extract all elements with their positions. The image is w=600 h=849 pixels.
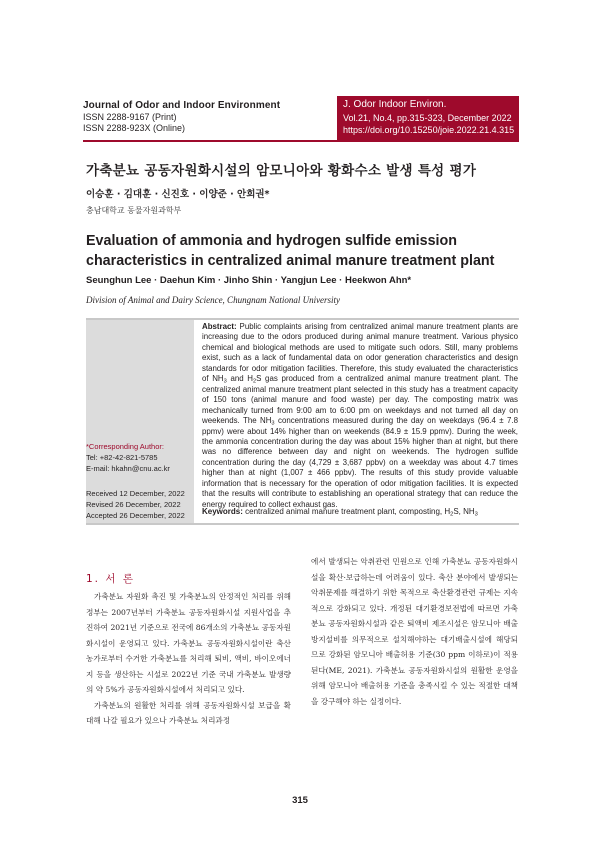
english-authors: Seunghun Lee · Daehun Kim · Jinho Shin · Yangjun Lee · Heekwon Ahn* [86, 275, 412, 286]
korean-authors: 이승훈 · 김대훈 · 신진호 · 이양준 · 안희권* [86, 189, 270, 200]
abstract-bottom-rule [86, 523, 519, 525]
body-column-right [311, 554, 518, 709]
keywords-label: Keywords: [202, 507, 243, 516]
issn-print: ISSN 2288-9167 (Print) [83, 112, 177, 122]
citation-journal: J. Odor Indoor Environ. [343, 99, 447, 110]
keywords-part: S, NH [453, 507, 475, 516]
body-paragraph: 가축분뇨 자원화 촉진 및 가축분뇨의 안정적인 처리를 위해 정부는 2007년부터 가축분뇨 공동자원화시설 지원사업을 추진하여 2021년 기준으로 전국에 86개소의 가축분뇨 공동자원화시설이 운영되고 있다. 가축분뇨 공동자원화시설이란 축산농가로부터 수거한 가축분뇨를 처리해 퇴비, 액비, 바이오에너지 등을 생산하는 시설로 2022년 기준 국내 가축분뇨 발생량의 약 5%가 공동자원화시설에서 처리되고 있다. [86, 592, 291, 694]
korean-title: 가축분뇨 공동자원화시설의 암모니아와 황화수소 발생 특성 평가 [86, 163, 477, 179]
body-paragraph: 에서 발생되는 악취관련 민원으로 인해 가축분뇨 공동자원화시설을 확산·보급하는데 어려움이 있다. 축산 분야에서 발생되는 악취문제를 해결하기 위한 목적으로 축산환경관련 규제는 지속적으로 강화되고 있다. 개정된 대기환경보전법에 따르면 가축분뇨 공동자원화시설과 같은 퇴액비 제조시설은 암모니아 배출 방지설비를 의무적으로 설치해야하는 대기배출시설에 해당되므로 강화된 암모니아 배출허용 기준(30 ppm 이하로)이 적용된다(ME, 2021). 가축분뇨 공동자원화시설의 원활한 운영을 위해 암모니아 배출허용 기준을 충족시킬 수 있는 적절한 대책을 강구해야 하는 실정이다. [311, 557, 518, 706]
keywords-sub: 3 [474, 511, 478, 518]
keywords-line [202, 506, 518, 517]
revised-date: Revised 26 December, 2022 [86, 500, 181, 509]
abstract-part: concentrations measured during the day on weekdays (96.4 ± 7.8 ppmv) were about 14% higher than on weekends (84.9 ± 15.9 ppmv). During the week, the ammonia concentration during the day was about 15% higher than at night, but there was no difference between day and night on weekends. The hydrogen sulfide concentration during the day (4,729 ± 3,687 ppbv) on a weekday was about 4.7 times higher than at night (1,007 ± 466 ppbv). The results of this study provide valuable information that is necessary for the operation of odor mitigation facilities. It is expected that the results will contribute to establishing an operational strategy that can reduce the energy required to collect exhaust gas. [202, 416, 518, 509]
corresponding-author-label: *Corresponding Author: [86, 442, 164, 451]
abstract-part: S gas produced from a centralized animal manure treatment plant. The centralized animal manure treatment plant selected in this study has a treatment capacity of 150 tons (animal manure and food waste) per day. The composting matrix was mechanically turned from 9:00 am to 6:00 pm on weekdays and not turned all day on weekends. The NH [202, 374, 519, 426]
abstract-label: Abstract: [202, 322, 237, 331]
page-number: 315 [292, 795, 308, 806]
english-title: Evaluation of ammonia and hydrogen sulfide emission characteristics in centralized animal manure treatment plant [86, 233, 495, 269]
keywords-sub: 2 [450, 511, 454, 518]
abstract-sub: 3 [223, 378, 227, 385]
received-date: Received 12 December, 2022 [86, 489, 185, 498]
doi-link[interactable]: https://doi.org/10.15250/joie.2022.21.4.315 [343, 125, 515, 135]
journal-title: Journal of Odor and Indoor Environment [83, 100, 281, 111]
section-heading-introduction: 1. 서 론 [86, 573, 135, 585]
abstract-sub: 3 [271, 420, 275, 427]
korean-affiliation: 충남대학교 동물자원과학부 [86, 206, 182, 215]
body-column-left [86, 589, 291, 729]
keywords-part: centralized animal manure treatment plant, composting, H [242, 507, 451, 516]
accepted-date: Accepted 26 December, 2022 [86, 511, 185, 520]
journal-masthead [83, 100, 336, 140]
body-paragraph: 가축분뇨의 원활한 처리를 위해 공동자원화시설 보급을 확대해 나갈 필요가 있으나 가축분뇨 처리과정 [86, 700, 291, 725]
abstract-part: Public complaints arising from centralized animal manure treatment plants are increasing due to the odors produced during animal manure treatment. Various physico chemical and biological methods are used to mitigate such odors. Still, many problems exist, such as a lack of fundamental data on odor generation characteristics and design standards for odor mitigation facilities. Therefore, this study evaluated the characteristics of NH [202, 322, 518, 384]
issn-online: ISSN 2288-923X (Online) [83, 123, 186, 133]
corresponding-email[interactable]: E-mail: hkahn@cnu.ac.kr [86, 464, 170, 473]
citation-box [337, 96, 519, 140]
english-affiliation: Division of Animal and Dairy Science, Chungnam National University [86, 295, 341, 305]
abstract-text [202, 322, 518, 510]
abstract-sub: 2 [252, 378, 257, 385]
corresponding-tel: Tel: +82-42-821-5785 [86, 453, 158, 462]
abstract-part: and H [226, 374, 253, 384]
citation-volume: Vol.21, No.4, pp.315-323, December 2022 [343, 112, 512, 123]
header-rule [83, 140, 519, 142]
